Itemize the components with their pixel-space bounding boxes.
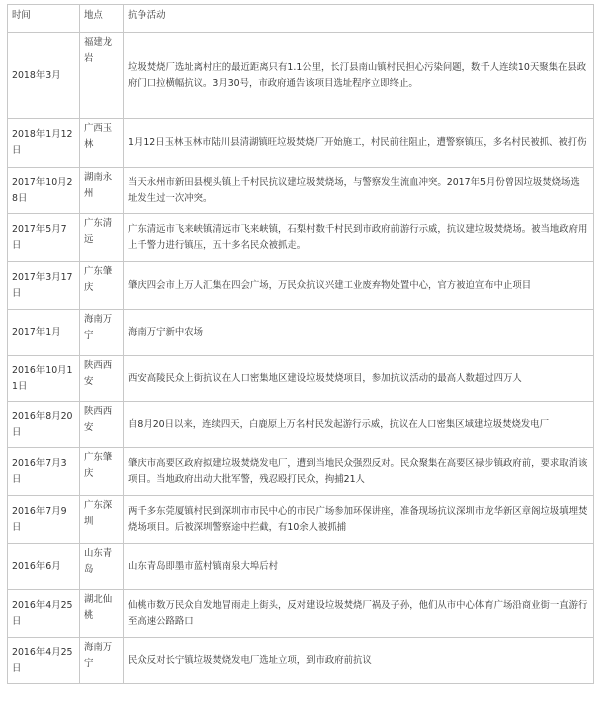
- row-place: 陕西西安: [80, 356, 124, 402]
- row-time: 2016年6月: [8, 544, 80, 590]
- row-activity: 肇庆四会市上万人汇集在四会广场，万民众抗议兴建工业废弃物处置中心，官方被迫宣布中止项目: [124, 262, 594, 310]
- table-row: [8, 262, 594, 310]
- row-activity: 海南万宁新中农场: [124, 310, 594, 356]
- row-time: 2017年10月28日: [8, 168, 80, 214]
- row-activity: 两千多东莞厦镇村民到深圳市市民中心的市民广场参加环保讲座，准备现场抗议深圳市龙华新区章阁垃圾填埋焚烧场项目。后被深圳警察途中拦截，有10余人被抓捕: [124, 496, 594, 544]
- table-row: [8, 168, 594, 214]
- table-row: [8, 356, 594, 402]
- row-place: 山东青岛: [80, 544, 124, 590]
- table-row: [8, 119, 594, 168]
- protest-table: [7, 4, 594, 684]
- row-activity: 民众反对长宁镇垃圾焚烧发电厂选址立项，到市政府前抗议: [124, 638, 594, 684]
- row-activity: 西安高陵民众上街抗议在人口密集地区建设垃圾焚烧项目，参加抗议活动的最高人数超过四万人: [124, 356, 594, 402]
- table-row: [8, 496, 594, 544]
- row-place: 湖南永州: [80, 168, 124, 214]
- protest-table-container: [7, 4, 593, 684]
- table-row: [8, 638, 594, 684]
- header-activity: 抗争活动: [124, 5, 594, 33]
- table-row: [8, 214, 594, 262]
- row-activity: 当天永州市新田县枧头镇上千村民抗议建垃圾焚烧场，与警察发生流血冲突。2017年5月份曾因垃圾焚烧场选址发生过一次冲突。: [124, 168, 594, 214]
- row-activity: 垃圾焚烧厂选址离村庄的最近距离只有1.1公里，长汀县南山镇村民担心污染问题，数千人连续10天聚集在县政府门口拉横幅抗议。3月30号，市政府通告该项目选址程序立即终止。: [124, 33, 594, 119]
- row-time: 2016年4月25日: [8, 590, 80, 638]
- row-activity: 1月12日玉林玉林市陆川县清湖镇旺垃圾焚烧厂开始施工，村民前往阻止，遭警察镇压，多名村民被抓、被打伤: [124, 119, 594, 168]
- row-activity: 广东清远市飞来峡镇清远市飞来峡镇，石梨村数千村民到市政府前游行示威，抗议建垃圾焚烧场。被当地政府用上千警力进行镇压，五十多名民众被抓走。: [124, 214, 594, 262]
- row-place: 陕西西安: [80, 402, 124, 448]
- row-time: 2017年1月: [8, 310, 80, 356]
- table-row: [8, 448, 594, 496]
- header-time: 时间: [8, 5, 80, 33]
- table-header-row: [8, 5, 594, 33]
- table-row: [8, 402, 594, 448]
- row-activity: 肇庆市高要区政府拟建垃圾焚烧发电厂，遭到当地民众强烈反对。民众聚集在高要区禄步镇政府前，要求取消该项目。当地政府出动大批军警，残忍殴打民众，拘捕21人: [124, 448, 594, 496]
- row-time: 2017年3月17日: [8, 262, 80, 310]
- row-place: 湖北仙桃: [80, 590, 124, 638]
- row-place: 福建龙岩: [80, 33, 124, 119]
- table-row: [8, 33, 594, 119]
- row-activity: 仙桃市数万民众自发地冒雨走上街头，反对建设垃圾焚烧厂祸及子孙，他们从市中心体育广场沿商业街一直游行至高速公路路口: [124, 590, 594, 638]
- row-place: 海南万宁: [80, 310, 124, 356]
- row-place: 广东肇庆: [80, 448, 124, 496]
- row-place: 海南万宁: [80, 638, 124, 684]
- row-time: 2017年5月7日: [8, 214, 80, 262]
- header-place: 地点: [80, 5, 124, 33]
- row-time: 2018年1月12日: [8, 119, 80, 168]
- table-row: [8, 310, 594, 356]
- row-time: 2016年7月3日: [8, 448, 80, 496]
- row-place: 广西玉林: [80, 119, 124, 168]
- row-activity: 自8月20日以来，连续四天，白鹿原上万名村民发起游行示威，抗议在人口密集区域建垃圾焚烧发电厂: [124, 402, 594, 448]
- row-time: 2016年4月25日: [8, 638, 80, 684]
- table-row: [8, 590, 594, 638]
- row-place: 广东深圳: [80, 496, 124, 544]
- row-time: 2016年10月11日: [8, 356, 80, 402]
- row-time: 2018年3月: [8, 33, 80, 119]
- table-row: [8, 544, 594, 590]
- row-activity: 山东青岛即墨市蓝村镇南泉大埠后村: [124, 544, 594, 590]
- row-time: 2016年7月9日: [8, 496, 80, 544]
- row-time: 2016年8月20日: [8, 402, 80, 448]
- row-place: 广东清远: [80, 214, 124, 262]
- row-place: 广东肇庆: [80, 262, 124, 310]
